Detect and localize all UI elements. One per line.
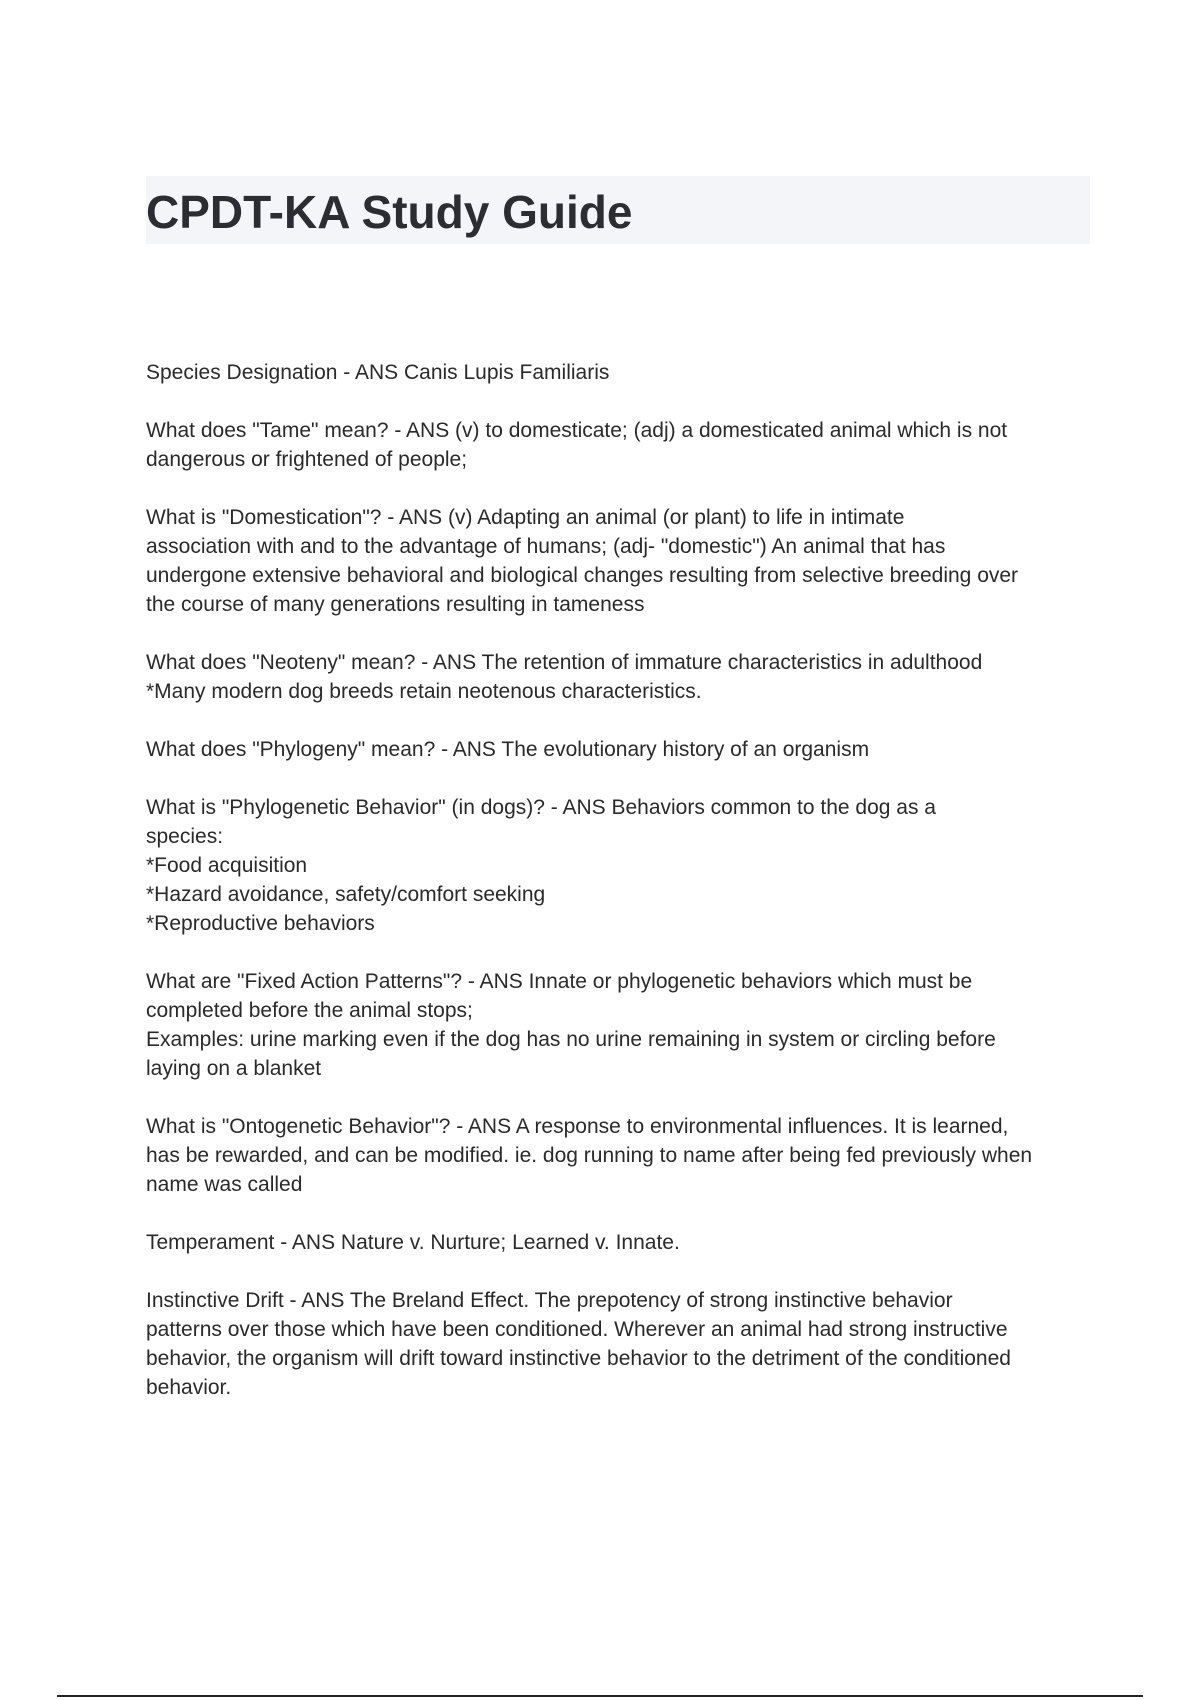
- qa-entry-line: name was called: [146, 1173, 303, 1196]
- qa-entry: [146, 358, 1096, 387]
- title-banner: [146, 176, 1090, 244]
- qa-entry-line: Species Designation - ANS Canis Lupis Familiaris: [146, 361, 610, 384]
- qa-entry-line: What is "Domestication"? - ANS (v) Adapting an animal (or plant) to life in intimate: [146, 506, 905, 529]
- page-bottom-rule: [57, 1695, 1143, 1697]
- qa-entry-line: undergone extensive behavioral and biological changes resulting from selective breeding over: [146, 564, 1019, 587]
- qa-entry-line: What does "Neoteny" mean? - ANS The retention of immature characteristics in adulthood: [146, 651, 983, 674]
- qa-entry-line: the course of many generations resulting in tameness: [146, 593, 645, 616]
- qa-entry-line: behavior.: [146, 1376, 232, 1399]
- qa-entry-line: Temperament - ANS Nature v. Nurture; Learned v. Innate.: [146, 1231, 680, 1254]
- qa-entry-line: What does "Tame" mean? - ANS (v) to domesticate; (adj) a domesticated animal which is not: [146, 419, 1008, 442]
- qa-entry: [146, 1228, 1096, 1257]
- qa-entry-line: *Hazard avoidance, safety/comfort seeking: [146, 883, 546, 906]
- qa-entry: [146, 648, 1096, 706]
- qa-entry-line: behavior, the organism will drift toward instinctive behavior to the detriment of the conditioned: [146, 1347, 1011, 1370]
- qa-entry: [146, 793, 1096, 938]
- qa-entry-line: What does "Phylogeny" mean? - ANS The evolutionary history of an organism: [146, 738, 870, 761]
- qa-entry-line: *Many modern dog breeds retain neotenous characteristics.: [146, 680, 702, 703]
- page-title: CPDT-KA Study Guide: [146, 186, 633, 238]
- qa-entry: [146, 503, 1096, 619]
- qa-entry-line: *Food acquisition: [146, 854, 308, 877]
- qa-entry-line: has be rewarded, and can be modified. ie. dog running to name after being fed previously when: [146, 1144, 1033, 1167]
- qa-entry-line: association with and to the advantage of humans; (adj- "domestic") An animal that has: [146, 535, 946, 558]
- qa-entry: [146, 735, 1096, 764]
- qa-entry: [146, 1112, 1096, 1199]
- qa-entry-line: What is "Phylogenetic Behavior" (in dogs)? - ANS Behaviors common to the dog as a: [146, 796, 936, 819]
- qa-entry: [146, 967, 1096, 1083]
- qa-entry: [146, 1286, 1096, 1402]
- study-guide-entries: [146, 358, 1096, 1431]
- qa-entry-line: *Reproductive behaviors: [146, 912, 375, 935]
- qa-entry-line: What is "Ontogenetic Behavior"? - ANS A response to environmental influences. It is learned,: [146, 1115, 1009, 1138]
- qa-entry-line: dangerous or frightened of people;: [146, 448, 468, 471]
- qa-entry: [146, 416, 1096, 474]
- qa-entry-line: laying on a blanket: [146, 1057, 322, 1080]
- qa-entry-line: Examples: urine marking even if the dog has no urine remaining in system or circling before: [146, 1028, 996, 1051]
- qa-entry-line: Instinctive Drift - ANS The Breland Effect. The prepotency of strong instinctive behavior: [146, 1289, 953, 1312]
- qa-entry-line: species:: [146, 825, 224, 848]
- qa-entry-line: What are "Fixed Action Patterns"? - ANS Innate or phylogenetic behaviors which must be: [146, 970, 973, 993]
- qa-entry-line: completed before the animal stops;: [146, 999, 473, 1022]
- qa-entry-line: patterns over those which have been conditioned. Wherever an animal had strong instructive: [146, 1318, 1008, 1341]
